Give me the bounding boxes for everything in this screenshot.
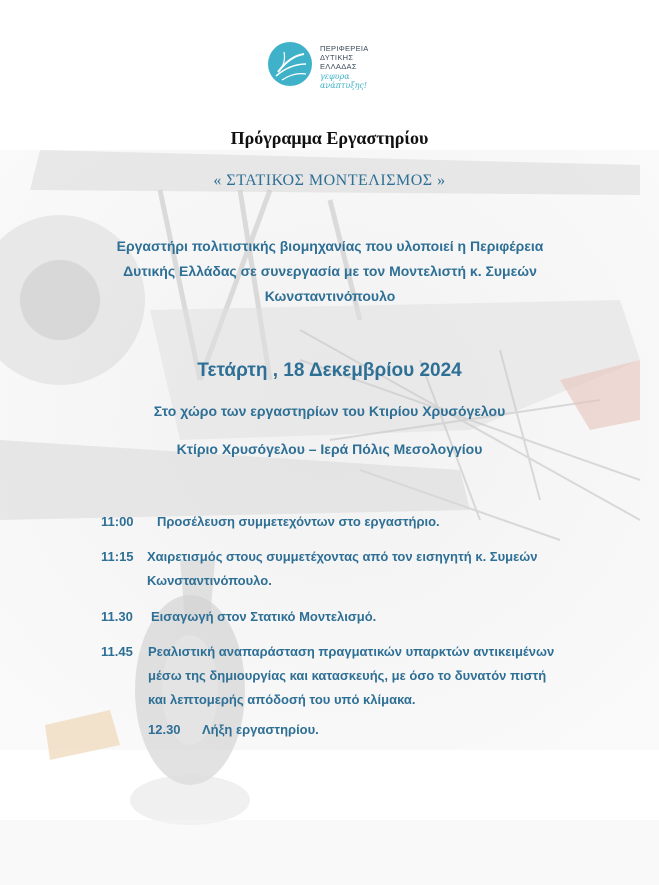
logo-line-3: ΕΛΛΑΔΑΣ <box>320 62 357 71</box>
schedule-desc: Εισαγωγή στον Στατικό Μοντελισμό. <box>151 609 377 624</box>
schedule-item <box>101 510 440 534</box>
schedule-desc-cont: Κωνσταντινόπουλο. <box>147 573 272 588</box>
venue-line-2: Κτίριο Χρυσόγελου – Ιερά Πόλις Μεσολογγίου <box>176 441 483 457</box>
schedule-desc-cont: και λεπτομερής απόδοσή του υπό κλίμακα. <box>148 692 416 707</box>
intro-paragraph <box>70 234 590 309</box>
schedule-time: 11.30 <box>101 609 133 624</box>
schedule-desc: Ρεαλιστική αναπαράσταση πραγματικών υπαρκτών αντικειμένων <box>148 644 555 659</box>
region-logo-text <box>320 44 369 71</box>
schedule-time: 12.30 <box>148 722 181 737</box>
intro-line-2: Δυτικής Ελλάδας σε συνεργασία με τον Μοντελιστή κ. Συμεών <box>123 263 537 279</box>
logo-slogan: γεφυρα ανάπτυξης! <box>320 72 368 90</box>
logo-line-1: ΠΕΡΙΦΕΡΕΙΑ <box>320 44 369 53</box>
schedule-desc: Προσέλευση συμμετεχόντων στο εργαστήριο. <box>157 514 440 529</box>
logo-line-2: ΔΥΤΙΚΗΣ <box>320 53 354 62</box>
schedule-desc: Χαιρετισμός στους συμμετέχοντας από τον εισηγητή κ. Συμεών <box>147 549 538 564</box>
program-title: Πρόγραμμα Εργαστηρίου <box>230 128 429 148</box>
schedule-desc-cont: μέσω της δημιουργίας και κατασκευής, με όσο το δυνατόν πιστή <box>148 668 547 683</box>
schedule-desc: Λήξη εργαστηρίου. <box>202 722 319 737</box>
schedule-item <box>101 605 376 629</box>
schedule-time: 11:15 <box>101 549 134 564</box>
workshop-subtitle: « ΣΤΑΤΙΚΟΣ ΜΟΝΤΕΛΙΣΜΟΣ » <box>213 172 446 189</box>
venue-line-1: Στο χώρο των εργαστηρίων του Κτιρίου Χρυσόγελου <box>153 403 506 419</box>
intro-line-3: Κωνσταντινόπουλο <box>264 288 396 304</box>
schedule-item <box>101 640 554 712</box>
schedule-time: 11.45 <box>101 644 133 659</box>
region-logo-emblem-icon <box>268 42 312 86</box>
intro-line-1: Εργαστήρι πολιτιστικής βιομηχανίας που υλοποιεί η Περιφέρεια <box>116 238 544 254</box>
event-date: Τετάρτη , 18 Δεκεμβρίου 2024 <box>197 360 462 381</box>
schedule-item <box>148 718 319 742</box>
schedule-item <box>101 545 538 593</box>
schedule-time: 11:00 <box>101 514 134 529</box>
region-logo <box>268 42 398 90</box>
